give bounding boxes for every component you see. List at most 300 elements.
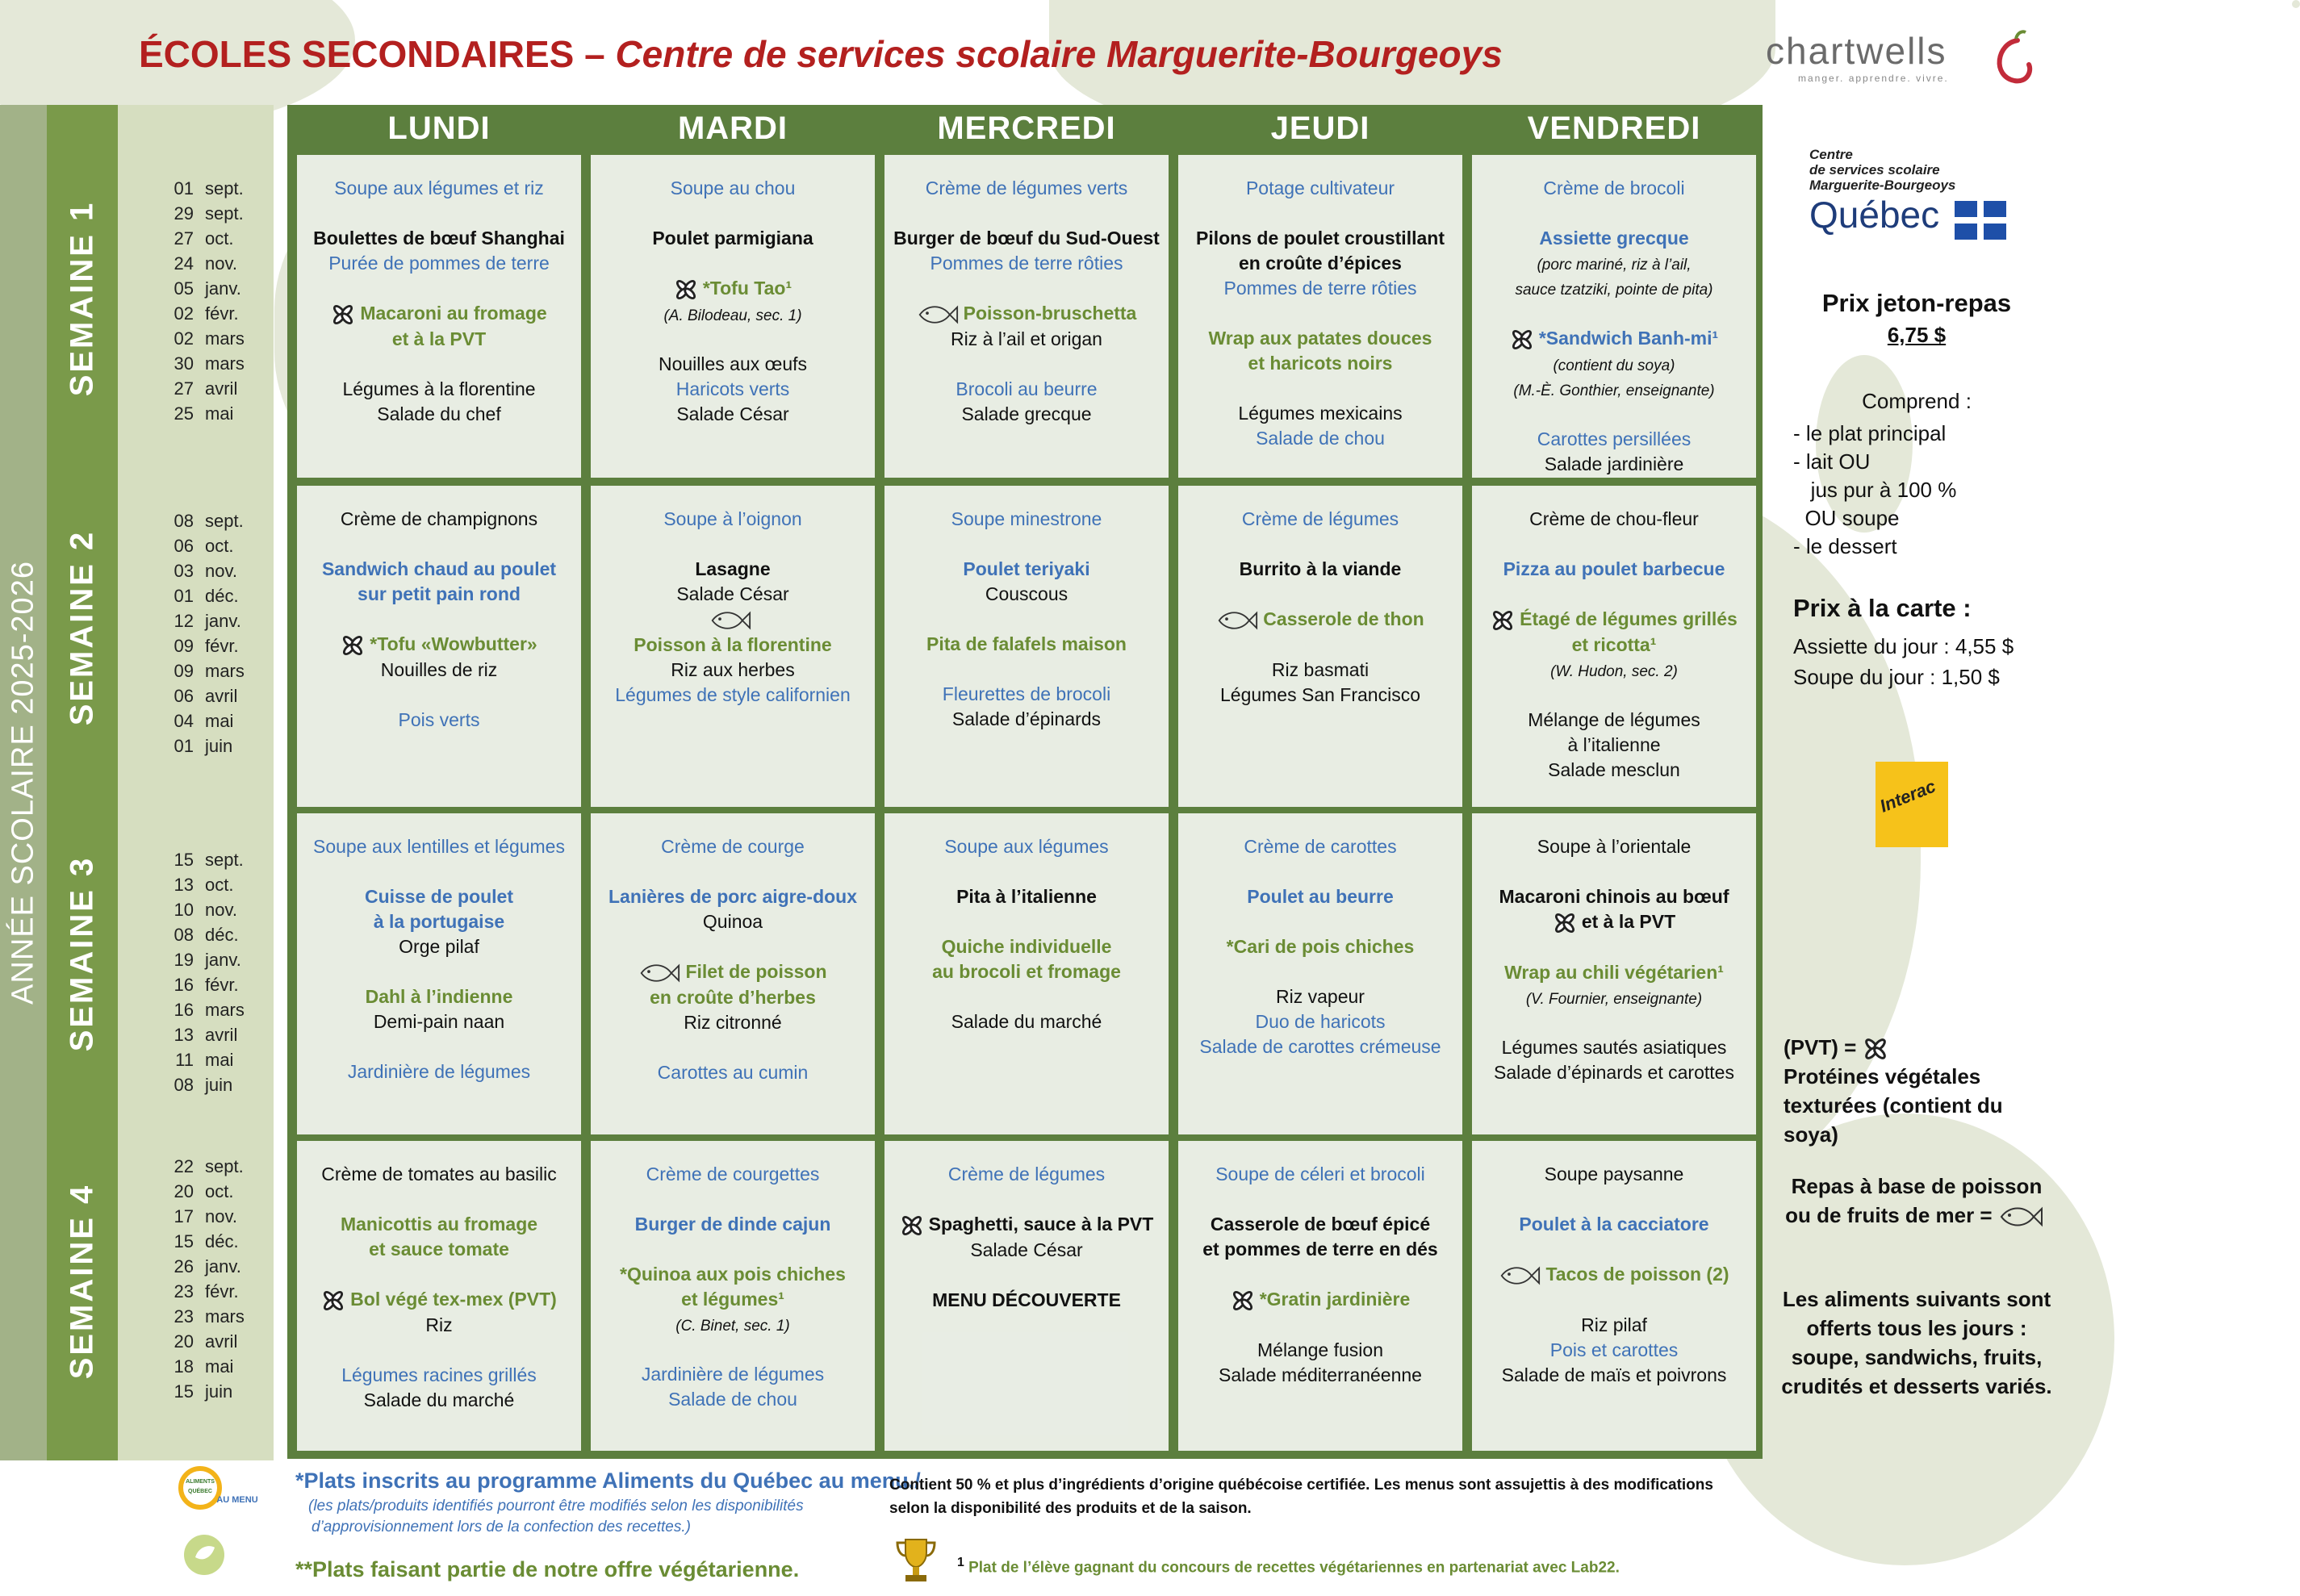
- date-row: [158, 1329, 245, 1354]
- menu-cell: [1472, 155, 1756, 478]
- menu-item-text: Salade du chef: [377, 403, 501, 424]
- menu-item: [591, 402, 875, 427]
- footnote-availability-line: (les plats/produits identifiés pourront être modifiés selon les disponibilités: [308, 1498, 804, 1515]
- menu-item-text: *Gratin jardinière: [1259, 1289, 1411, 1310]
- menu-item-text: Purée de pommes de terre: [328, 253, 550, 274]
- spacer: [1178, 376, 1462, 401]
- week-band: [47, 105, 118, 1460]
- date-row: [158, 1154, 245, 1179]
- menu-item-text: Légumes de style californien: [615, 683, 851, 705]
- menu-item-text: Macaroni au fromage: [360, 303, 547, 324]
- menu-cell: [591, 1141, 875, 1451]
- qc-org-line: Centre: [1809, 147, 1853, 162]
- date-month: avril: [205, 686, 238, 706]
- menu-item: [591, 377, 875, 402]
- menu-item-text: Soupe aux légumes et riz: [334, 178, 544, 198]
- menu-item-text: Nouilles aux œufs: [658, 353, 808, 374]
- date-day: 15: [174, 1231, 194, 1251]
- menu-item: [1472, 1338, 1756, 1363]
- menu-item: [591, 959, 875, 985]
- date-day: 16: [174, 975, 194, 995]
- menu-item: [884, 959, 1169, 984]
- menu-item-text: Salade César: [676, 583, 789, 604]
- date-row: [158, 251, 245, 276]
- date-day: 06: [174, 536, 194, 556]
- interac-label: Interac: [1876, 775, 1939, 817]
- menu-item-text: et haricots noirs: [1248, 353, 1393, 374]
- menu-item-text: Macaroni chinois au bœuf: [1499, 886, 1729, 907]
- spacer: [591, 532, 875, 557]
- menu-item: [1472, 352, 1756, 377]
- date-month: janv.: [205, 611, 241, 631]
- menu-item: [297, 301, 581, 327]
- menu-item: [591, 557, 875, 582]
- menu-item: [884, 301, 1169, 327]
- date-row: [158, 1279, 245, 1304]
- date-row: [158, 633, 245, 658]
- menu-item-text: Wrap au chili végétarien¹: [1504, 961, 1724, 983]
- week-dates: [158, 176, 245, 426]
- aq-logo-top: ALIMENTS: [186, 1479, 215, 1485]
- menu-item: [297, 507, 581, 532]
- title-main: Centre de services scolaire Marguerite-Bourgeoys: [615, 33, 1503, 75]
- menu-item: [1178, 834, 1462, 859]
- week-label: SEMAINE 4: [64, 1183, 100, 1380]
- date-month: mars: [205, 1000, 245, 1020]
- menu-item-text: Salade de carottes crémeuse: [1199, 1036, 1441, 1057]
- menu-item: [1472, 909, 1756, 935]
- spacer: [1472, 402, 1756, 427]
- spacer: [1178, 909, 1462, 934]
- menu-item-text: en croûte d’épices: [1239, 253, 1402, 274]
- spacer: [884, 657, 1169, 682]
- menu-item: [1472, 1035, 1756, 1060]
- menu-item: [884, 884, 1169, 909]
- menu-item: [591, 302, 875, 327]
- menu-item-text: Salade César: [676, 403, 789, 424]
- menu-item: [297, 251, 581, 276]
- date-day: 30: [174, 353, 194, 374]
- menu-item: [1472, 1262, 1756, 1288]
- aliments-quebec-logo: [179, 1464, 258, 1512]
- menu-cell: [884, 486, 1169, 807]
- spacer: [1472, 1288, 1756, 1313]
- spacer: [1178, 959, 1462, 984]
- menu-item-text: sauce tzatziki, pointe de pita): [1515, 282, 1713, 299]
- week-label: SEMAINE 1: [64, 200, 100, 397]
- spacer: [1178, 1313, 1462, 1338]
- menu-item-text: Légumes racines grillés: [341, 1364, 537, 1385]
- spacer: [1178, 532, 1462, 557]
- date-row: [158, 897, 245, 922]
- menu-item: [591, 352, 875, 377]
- date-row: [158, 1354, 245, 1379]
- menu-item: [591, 1212, 875, 1237]
- menu-item: [1472, 427, 1756, 452]
- meal-token-price: 6,75 $: [1887, 323, 1947, 347]
- menu-item: [884, 582, 1169, 607]
- menu-item: [1472, 985, 1756, 1010]
- menu-item-text: Riz à l’ail et origan: [951, 328, 1102, 349]
- date-row: [158, 733, 245, 758]
- date-month: avril: [205, 1025, 238, 1045]
- date-month: févr.: [205, 636, 239, 656]
- pvt-icon: [900, 1214, 924, 1238]
- menu-item: [884, 226, 1169, 251]
- date-month: nov.: [205, 900, 237, 920]
- menu-cell: [1178, 1141, 1462, 1451]
- menu-item: [1178, 1287, 1462, 1313]
- date-row: [158, 533, 245, 558]
- menu-item: [1472, 633, 1756, 658]
- fish-icon: [638, 961, 680, 985]
- menu-item-text: Pita de falafels maison: [926, 633, 1127, 654]
- date-day: 23: [174, 1281, 194, 1301]
- date-day: 27: [174, 228, 194, 249]
- date-row: [158, 1179, 245, 1204]
- menu-item-text: Salade César: [970, 1239, 1083, 1260]
- date-month: mars: [205, 661, 245, 681]
- date-month: sept.: [205, 178, 244, 198]
- menu-cell: [297, 155, 581, 478]
- date-month: nov.: [205, 1206, 237, 1226]
- date-day: 10: [174, 900, 194, 920]
- menu-item-text: Pizza au poulet barbecue: [1503, 558, 1725, 579]
- date-month: févr.: [205, 975, 239, 995]
- menu-item-text: Salade d’épinards et carottes: [1494, 1061, 1734, 1083]
- menu-item-text: Crème de brocoli: [1543, 178, 1685, 198]
- menu-item: [1472, 557, 1756, 582]
- trophy-icon: [894, 1536, 938, 1585]
- footnote-aliments-quebec: *Plats inscrits au programme Aliments du Québec au menu./: [295, 1469, 921, 1493]
- spacer: [884, 984, 1169, 1009]
- date-row: [158, 947, 245, 972]
- menu-item-text: (C. Binet, sec. 1): [675, 1318, 790, 1335]
- menu-item-text: Salade méditerranéenne: [1219, 1364, 1422, 1385]
- date-row: [158, 508, 245, 533]
- menu-item-text: Pilons de poulet croustillant: [1196, 228, 1445, 249]
- includes-list: [1793, 420, 1956, 561]
- menu-item: [1178, 1363, 1462, 1388]
- week-dates: [158, 1154, 245, 1404]
- menu-item: [1472, 377, 1756, 402]
- date-month: nov.: [205, 561, 237, 581]
- meal-token-price-title: Prix jeton-repas: [1821, 289, 2012, 317]
- menu-item: [1178, 658, 1462, 683]
- date-month: déc.: [205, 586, 239, 606]
- menu-item: [297, 1363, 581, 1388]
- menu-item-text: Salade jardinière: [1544, 453, 1684, 474]
- menu-item-text: Salade de chou: [1256, 428, 1385, 449]
- menu-item-text: Salade du marché: [363, 1389, 515, 1410]
- spacer: [591, 859, 875, 884]
- menu-item-text: Étagé de légumes grillés: [1520, 608, 1738, 629]
- spacer: [297, 352, 581, 377]
- pvt-icon: [1863, 1036, 1888, 1062]
- menu-item-text: Crème de carottes: [1244, 836, 1397, 857]
- menu-item-text: Bol végé tex-mex (PVT): [350, 1289, 557, 1310]
- date-day: 18: [174, 1356, 194, 1377]
- menu-item-text: Salade grecque: [961, 403, 1092, 424]
- date-month: sept.: [205, 1156, 244, 1176]
- menu-item: [297, 934, 581, 959]
- menu-item: [884, 1238, 1169, 1263]
- menu-item: [884, 251, 1169, 276]
- menu-item-text: Soupe aux légumes: [944, 836, 1109, 857]
- date-row: [158, 201, 245, 226]
- date-month: avril: [205, 1331, 238, 1352]
- date-month: avril: [205, 378, 238, 399]
- date-row: [158, 608, 245, 633]
- date-row: [158, 1047, 245, 1072]
- date-row: [158, 276, 245, 301]
- menu-item-text: (M.-È. Gonthier, enseignante): [1513, 382, 1715, 399]
- spacer: [1178, 582, 1462, 607]
- menu-item: [297, 1059, 581, 1084]
- menu-item: [1472, 226, 1756, 251]
- menu-item-text: *Tofu Tao¹: [702, 278, 792, 299]
- menu-item-text: Salade d’épinards: [951, 708, 1102, 729]
- menu-item: [1472, 1060, 1756, 1085]
- menu-item-text: Quinoa: [702, 911, 763, 932]
- menu-item: [884, 507, 1169, 532]
- menu-item-text: Légumes sautés asiatiques: [1501, 1036, 1727, 1058]
- vegetarian-offer-icon: [178, 1533, 231, 1577]
- footnote-student-recipe: [957, 1556, 1620, 1577]
- date-day: 26: [174, 1256, 194, 1276]
- week-dates: [158, 508, 245, 758]
- menu-item-text: à la portugaise: [373, 911, 505, 932]
- menu-item: [297, 327, 581, 352]
- date-month: févr.: [205, 1281, 239, 1301]
- menu-item-text: (W. Hudon, sec. 2): [1550, 662, 1678, 680]
- menu-item-text: Soupe au chou: [670, 178, 796, 198]
- date-row: [158, 972, 245, 997]
- pvt-icon: [331, 303, 355, 327]
- menu-item: [1472, 276, 1756, 301]
- menu-item-text: Poulet à la cacciatore: [1519, 1214, 1709, 1235]
- menu-item: [1472, 326, 1756, 352]
- menu-item: [1472, 1212, 1756, 1237]
- menu-item: [884, 557, 1169, 582]
- menu-item: [297, 884, 581, 909]
- menu-item-text: Riz: [425, 1314, 453, 1335]
- menu-item-text: Soupe minestrone: [951, 508, 1102, 529]
- date-row: [158, 1022, 245, 1047]
- menu-item-text: Soupe de céleri et brocoli: [1215, 1164, 1425, 1184]
- a-la-carte-item: Assiette du jour : 4,55 $: [1793, 634, 2014, 658]
- menu-item-text: et à la PVT: [391, 328, 487, 349]
- date-row: [158, 226, 245, 251]
- date-day: 02: [174, 328, 194, 349]
- date-month: mars: [205, 328, 245, 349]
- menu-item-text: (A. Bilodeau, sec. 1): [663, 307, 802, 324]
- menu-item-text: Couscous: [985, 583, 1068, 604]
- menu-item: [1178, 557, 1462, 582]
- date-day: 08: [174, 1075, 194, 1095]
- menu-item-text: Brocoli au beurre: [956, 378, 1098, 399]
- menu-item-text: Assiette grecque: [1539, 228, 1689, 249]
- footnote-availability-line: d’approvisionnement lors de la confection des recettes.): [312, 1519, 691, 1535]
- footnote-vegetarian: **Plats faisant partie de notre offre végétarienne.: [295, 1557, 800, 1581]
- menu-item: [884, 934, 1169, 959]
- menu-item-text: Haricots verts: [675, 378, 790, 399]
- menu-cell: [1178, 486, 1462, 807]
- menu-item-text: Pommes de terre rôties: [1223, 278, 1417, 299]
- menu-item-text: Fleurettes de brocoli: [942, 683, 1111, 704]
- fish-icon: [1998, 1204, 2043, 1230]
- menu-item: [591, 633, 875, 658]
- a-la-carte-list: [1793, 631, 2014, 692]
- date-day: 20: [174, 1331, 194, 1352]
- date-month: sept.: [205, 511, 244, 531]
- menu-item: [591, 1060, 875, 1085]
- spacer: [884, 532, 1169, 557]
- menu-item-text: (porc mariné, riz à l’ail,: [1537, 257, 1692, 274]
- day-header-vendredi: VENDREDI: [1527, 111, 1701, 146]
- menu-item-text: à l’italienne: [1567, 733, 1661, 755]
- menu-item: [297, 402, 581, 427]
- menu-item: [884, 707, 1169, 732]
- date-month: juin: [205, 1075, 233, 1095]
- menu-item-text: sur petit pain rond: [358, 583, 521, 604]
- quebec-css-logo: [1809, 147, 2027, 236]
- menu-item-text: Mélange fusion: [1257, 1339, 1383, 1360]
- menu-item-text: Dahl à l’indienne: [365, 986, 513, 1007]
- menu-item-text: Jardinière de légumes: [347, 1061, 531, 1082]
- spacer: [1472, 683, 1756, 708]
- menu-cell: [591, 486, 875, 807]
- menu-cell: [591, 155, 875, 478]
- menu-item-text: Quiche individuelle: [941, 936, 1112, 957]
- a-la-carte-item: Soupe du jour : 1,50 $: [1793, 665, 2000, 689]
- menu-item: [591, 1262, 875, 1287]
- spacer: [1178, 1262, 1462, 1287]
- includes-item: - le plat principal: [1793, 421, 1947, 445]
- week-dates: [158, 847, 245, 1097]
- menu-item: [1178, 1034, 1462, 1059]
- date-day: 25: [174, 403, 194, 424]
- date-row: [158, 351, 245, 376]
- menu-item-text: Salade de chou: [668, 1389, 797, 1410]
- date-row: [158, 401, 245, 426]
- date-row: [158, 1229, 245, 1254]
- menu-cell: [884, 813, 1169, 1134]
- menu-item: [1472, 758, 1756, 783]
- menu-item: [591, 1162, 875, 1187]
- menu-item: [1178, 507, 1462, 532]
- date-row: [158, 1379, 245, 1404]
- date-day: 29: [174, 203, 194, 224]
- spacer: [297, 201, 581, 226]
- day-header-jeudi: JEUDI: [1270, 111, 1370, 146]
- menu-item-text: Potage cultivateur: [1245, 178, 1395, 198]
- menu-item: [1178, 401, 1462, 426]
- pvt-icon: [674, 278, 698, 302]
- menu-item-text: Duo de haricots: [1255, 1011, 1386, 1032]
- spacer: [884, 607, 1169, 632]
- menu-cell: [1178, 813, 1462, 1134]
- spacer: [884, 1187, 1169, 1212]
- menu-item: [1178, 251, 1462, 276]
- spacer: [1472, 1237, 1756, 1262]
- menu-item-text: Poulet parmigiana: [652, 228, 813, 249]
- menu-item-text: MENU DÉCOUVERTE: [932, 1289, 1121, 1310]
- qc-name: Québec: [1809, 194, 1940, 236]
- menu-item-text: Salade mesclun: [1548, 758, 1680, 780]
- menu-item-text: Salade de maïs et poivrons: [1501, 1364, 1727, 1385]
- date-day: 23: [174, 1306, 194, 1327]
- menu-item-text: Spaghetti, sauce à la PVT: [928, 1214, 1154, 1235]
- date-month: mars: [205, 1306, 245, 1327]
- menu-item-text: (contient du soya): [1553, 357, 1675, 374]
- includes-item: OU soupe: [1793, 506, 1900, 530]
- footnote-availability: [308, 1496, 804, 1538]
- date-row: [158, 658, 245, 683]
- menu-item: [1472, 960, 1756, 985]
- menu-item-text: Pommes de terre rôties: [930, 253, 1123, 274]
- spacer: [591, 1035, 875, 1060]
- menu-item: [884, 377, 1169, 402]
- menu-item: [591, 658, 875, 683]
- menu-item-text: Crème de légumes verts: [925, 178, 1128, 198]
- spacer: [297, 532, 581, 557]
- date-row: [158, 708, 245, 733]
- menu-item: [1178, 1212, 1462, 1237]
- brand-tagline: manger. apprendre. vivre.: [1798, 73, 1949, 84]
- spacer: [1178, 301, 1462, 326]
- menu-item: [297, 1162, 581, 1187]
- fish-definition: Repas à base de poisson ou de fruits de mer =: [1785, 1174, 2043, 1227]
- school-year-label: ANNÉE SCOLAIRE 2025-2026: [6, 561, 40, 1005]
- menu-item: [297, 834, 581, 859]
- date-month: oct.: [205, 875, 234, 895]
- date-month: mai: [205, 403, 234, 424]
- spacer: [591, 934, 875, 959]
- spacer: [591, 251, 875, 276]
- includes-item: jus pur à 100 %: [1793, 478, 1957, 502]
- pvt-definition: Protéines végétales texturées (contient du soya): [1784, 1064, 2003, 1147]
- date-day: 08: [174, 511, 194, 531]
- date-day: 09: [174, 661, 194, 681]
- menu-item-text: Poulet au beurre: [1247, 886, 1394, 907]
- menu-item: [884, 1212, 1169, 1238]
- menu-item: [297, 1212, 581, 1237]
- date-row: [158, 1304, 245, 1329]
- menu-item-text: Poisson-bruschetta: [963, 303, 1137, 324]
- menu-item: [1178, 176, 1462, 201]
- menu-item-text: Salade du marché: [951, 1011, 1102, 1032]
- date-day: 17: [174, 1206, 194, 1226]
- menu-cell: [297, 1141, 581, 1451]
- menu-item: [1472, 1363, 1756, 1388]
- menu-item-text: Casserole de bœuf épicé: [1210, 1214, 1431, 1235]
- a-la-carte-title: Prix à la carte :: [1793, 594, 1972, 622]
- menu-item: [591, 1287, 875, 1312]
- menu-item: [1178, 683, 1462, 708]
- menu-item-text: Soupe à l’orientale: [1537, 836, 1692, 857]
- menu-item: [1178, 934, 1462, 959]
- brand-name: chartwells: [1766, 30, 1947, 72]
- menu-item: [1472, 1313, 1756, 1338]
- menu-item-text: Casserole de thon: [1263, 608, 1424, 629]
- menu-item: [591, 176, 875, 201]
- menu-item-text: Burrito à la viande: [1239, 558, 1402, 579]
- menu-item: [1178, 1237, 1462, 1262]
- date-row: [158, 1072, 245, 1097]
- date-row: [158, 326, 245, 351]
- includes-item: - lait OU: [1793, 449, 1871, 474]
